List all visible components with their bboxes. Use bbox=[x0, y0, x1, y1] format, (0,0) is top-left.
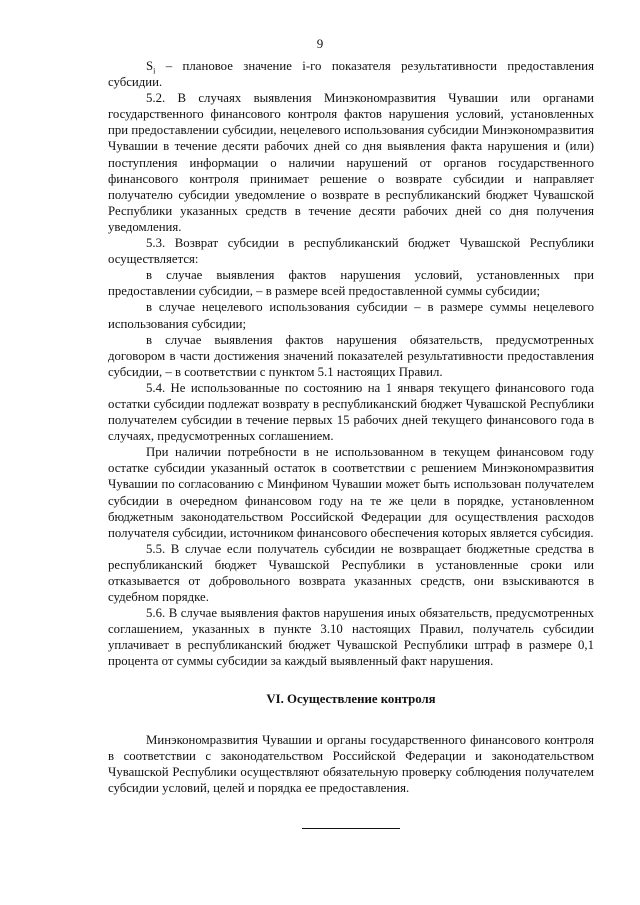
paragraph-5-4: 5.4. Не использованные по состоянию на 1 января текущего финансового года остатки субсидии подлежат возврату в республиканский бюджет Чувашской Республики получателем субсидии в течение первых 15 рабочих дней текущего финансового года в случаях, предусмотренных соглашением. bbox=[108, 380, 594, 444]
paragraph-5-2: 5.2. В случаях выявления Минэкономразвития Чувашии или органами государственного финансового контроля фактов нарушения условий, установленных при предоставлении субсидии, нецелевого использования субсидии Минэкономразвития Чувашии в течение десяти рабочих дней со дня выявления факта нарушения и (или) поступления информации о наличии нарушений от органов государственного финансового контроля принимает решение о возврате субсидии и направляет получателю субсидии уведомление о возврате в республиканский бюджет Чувашской Республики указанных средств в течение десяти рабочих дней со дня получения уведомления. bbox=[108, 91, 594, 234]
section-heading: VI. Осуществление контроля bbox=[266, 691, 436, 706]
paragraph-5-3-case-1: в случае выявления фактов нарушения условий, установленных при предоставлении субсидии, – в размере всей предоставленной суммы субсидии; bbox=[108, 268, 594, 299]
paragraph-5-4-continued: При наличии потребности в не использованном в текущем финансовом году остатке субсидии указанный остаток в соответствии с решением Минэкономразвития Чувашии по согласованию с Минфином Чувашии может быть использован получателем субсидии в очередном финансовом году на те же цели в порядке, установленном бюджетным законодательством Российской Федерации для осуществления расходов получателя субсидии, источником финансового обеспечения которых является субсидия. bbox=[108, 445, 594, 540]
paragraph-5-3: 5.3. Возврат субсидии в республиканский бюджет Чувашской Республики осуществляется: bbox=[108, 236, 594, 267]
paragraph-5-6: 5.6. В случае выявления фактов нарушения иных обязательств, предусмотренных соглашением, указанных в пункте 3.10 настоящих Правил, получатель субсидии уплачивает в республиканский бюджет Чувашской Республики штраф в размере 0,1 процента от суммы субсидии за каждый выявленный факт нарушения. bbox=[108, 606, 594, 669]
paragraph-5-3-case-2: в случае нецелевого использования субсидии – в размере суммы нецелевого использования субсидии; bbox=[108, 300, 594, 331]
formula-variable: S bbox=[146, 59, 154, 73]
paragraph-5-3-case-3: в случае выявления фактов нарушения обязательств, предусмотренных договором в части достижения значений показателей результативности предоставления субсидии, – в соответствии с пунктом 5.1 настоящих Правил. bbox=[108, 332, 594, 379]
paragraph-5-5: 5.5. В случае если получатель субсидии не возвращает бюджетные средства в республиканский бюджет Чувашской Республики в установленные сроки или отказывается от добровольного возврата указанных средств, они взыскиваются в судебном порядке. bbox=[108, 541, 594, 605]
formula-subscript: i bbox=[153, 66, 156, 76]
document-body bbox=[108, 58, 594, 796]
section-paragraph: Минэкономразвития Чувашии и органы государственного финансового контроля в соответствии с законодательством Российской Федерации и законодательством Чувашской Республики осуществляют обязательную проверку соблюдения получателем субсидии условий, целей и порядка ее предоставления. bbox=[108, 732, 594, 795]
page-number: 9 bbox=[316, 36, 324, 51]
separator-line bbox=[302, 828, 400, 829]
formula-description: – плановое значение i-го показателя результативности предоставления субсидии. bbox=[108, 59, 594, 90]
paragraph-formula-note bbox=[108, 58, 594, 90]
